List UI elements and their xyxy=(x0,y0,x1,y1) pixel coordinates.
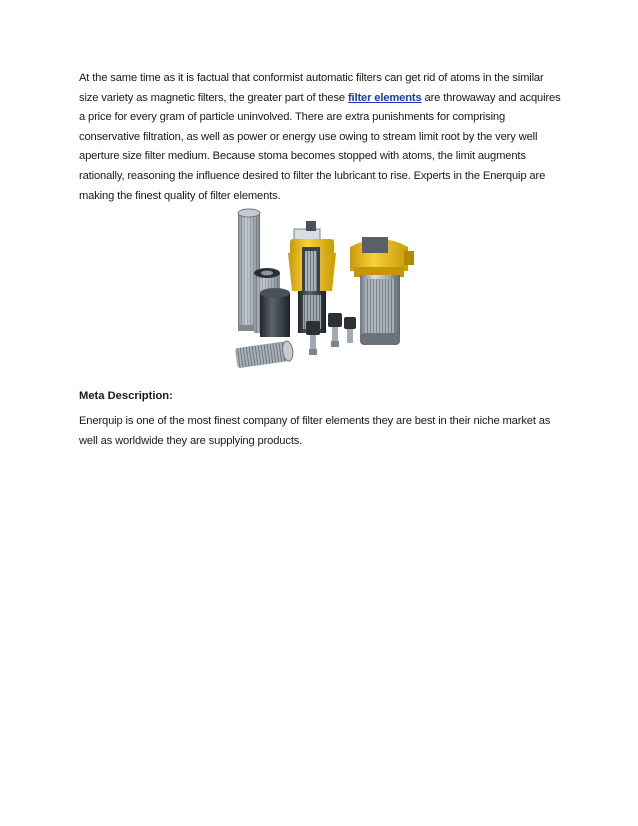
lying-filter-element xyxy=(235,341,294,369)
filter-elements-link[interactable]: filter elements xyxy=(347,91,422,104)
meta-description-heading: Meta Description: xyxy=(79,390,173,402)
filter-elements-image xyxy=(232,205,416,371)
paragraph-1-text-end: are throwaway and acquires a price for every gram of particle uninvolved. There are extra punishments for comprising conservative filtration, as well as power or energy use owing to stream limit root by the very well aperture size filter medium. Because stoma becomes stopped with atoms, the limit augments rationally, reasoning the influence desired to filter the lubricant to rise. Experts in the Enerquip are making the finest quality of filter elements. xyxy=(79,91,561,202)
yellow-filter-housing xyxy=(350,237,414,345)
body-paragraph-1 xyxy=(79,69,565,206)
paragraph-1-text-start: At the same time as it is factual that conformist automatic filters can get rid of atoms in the similar size variety as magnetic filters, the greater part of these xyxy=(79,72,544,104)
filter-elements-product-photo xyxy=(232,205,416,371)
dark-filter-canister xyxy=(260,288,290,337)
meta-description-paragraph: Enerquip is one of the most finest company of filter elements they are best in their niche market as well as worldwide they are supplying products. xyxy=(79,415,551,447)
